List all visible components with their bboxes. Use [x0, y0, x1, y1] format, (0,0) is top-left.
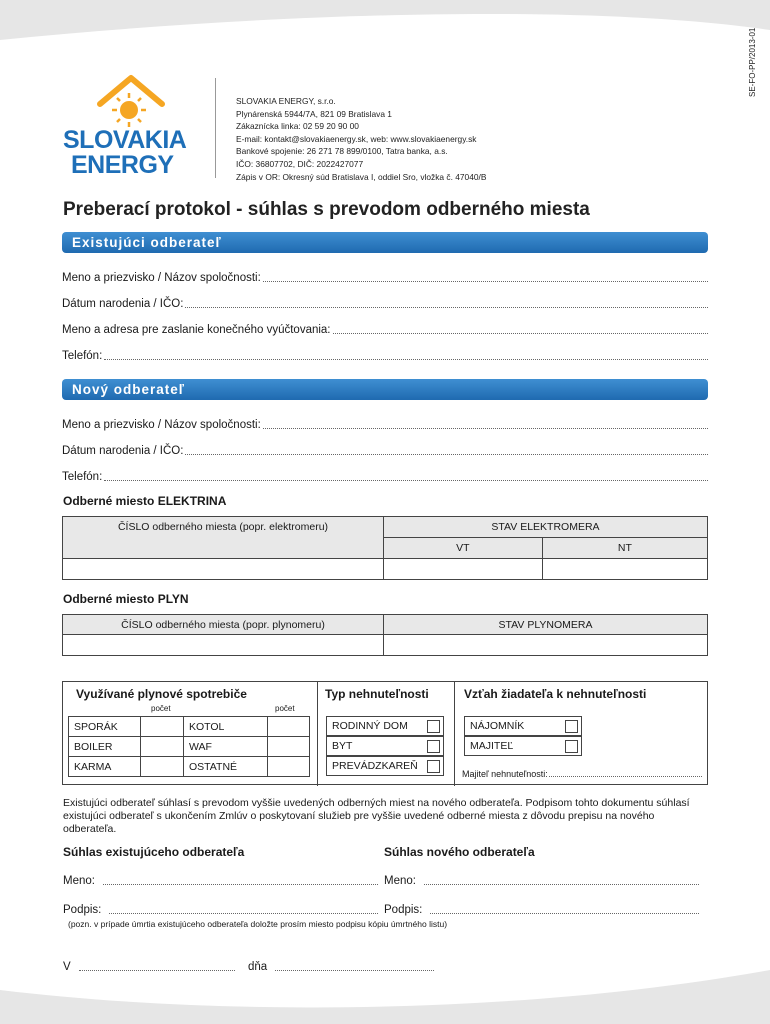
- electricity-table: [62, 516, 708, 580]
- place-label: V: [63, 961, 71, 973]
- new-customer-header: Nový odberateľ: [62, 379, 708, 400]
- appliances-property-box: [62, 681, 708, 785]
- count-label: počet: [151, 704, 171, 713]
- date-line[interactable]: [248, 959, 434, 973]
- relation-option-owner[interactable]: [464, 736, 582, 756]
- new-birth-field[interactable]: [62, 443, 708, 457]
- appliance-count-input[interactable]: [268, 737, 310, 757]
- electricity-nt-header: NT: [542, 538, 707, 559]
- checkbox[interactable]: [565, 740, 578, 753]
- gas-number-header: ČÍSLO odberného miesta (popr. plynomeru): [63, 615, 384, 635]
- field-label: Dátum narodenia / IČO:: [62, 445, 184, 457]
- field-label: Dátum narodenia / IČO:: [62, 298, 184, 310]
- field-label: Telefón:: [62, 350, 103, 362]
- option-label: PREVÁDZKAREŇ: [332, 760, 418, 772]
- date-label: dňa: [248, 961, 268, 973]
- property-type-header: Typ nehnuteľnosti: [325, 687, 429, 701]
- property-option-business[interactable]: [326, 756, 444, 776]
- new-signature-header: Súhlas nového odberateľa: [384, 845, 535, 859]
- existing-customer-header: Existujúci odberateľ: [62, 232, 708, 253]
- gas-title: Odberné miesto PLYN: [63, 592, 189, 606]
- electricity-nt-cell[interactable]: [542, 559, 707, 580]
- sig-label: Podpis:: [384, 904, 423, 916]
- gas-state-header: STAV PLYNOMERA: [384, 615, 708, 635]
- checkbox[interactable]: [427, 760, 440, 773]
- gas-number-cell[interactable]: [63, 635, 384, 656]
- appliance-label: KARMA: [69, 757, 141, 777]
- existing-name-line[interactable]: [63, 873, 378, 887]
- appliances-table: [68, 716, 310, 777]
- appliance-count-input[interactable]: [268, 717, 310, 737]
- owner-label: Majiteľ nehnuteľnosti:: [462, 769, 548, 779]
- logo-text-energy: ENERGY: [71, 151, 174, 179]
- appliance-count-input[interactable]: [268, 757, 310, 777]
- sig-label: Podpis:: [63, 904, 102, 916]
- company-line: Plynárenská 5944/7A, 821 09 Bratislava 1: [236, 108, 392, 119]
- company-line: Zápis v OR: Okresný súd Bratislava I, oddiel Sro, vložka č. 47040/B: [236, 171, 487, 182]
- company-info: [236, 95, 486, 183]
- death-note: (pozn. v prípade úmrtia existujúceho odberateľa doložte prosím miesto podpisu kópiu úmrtného listu): [68, 919, 448, 929]
- field-label: Meno a priezvisko / Názov spoločnosti:: [62, 419, 261, 431]
- appliance-label: SPORÁK: [69, 717, 141, 737]
- electricity-state-header: STAV ELEKTROMERA: [384, 517, 708, 538]
- existing-address-field[interactable]: [62, 322, 708, 336]
- field-label: Meno a priezvisko / Názov spoločnosti:: [62, 272, 261, 284]
- existing-sign-line[interactable]: [63, 902, 378, 916]
- new-sign-line[interactable]: [384, 902, 699, 916]
- appliance-count-input[interactable]: [141, 737, 184, 757]
- appliance-count-input[interactable]: [141, 717, 184, 737]
- existing-signature-header: Súhlas existujúceho odberateľa: [63, 845, 245, 859]
- company-line: Zákaznícka linka: 02 59 20 90 00: [236, 121, 359, 132]
- existing-birth-field[interactable]: [62, 296, 708, 310]
- consent-text: Existujúci odberateľ súhlasí s prevodom vyššie uvedených odberných miest na nového odberateľa. Podpisom tohto dokumentu súhlasí existujúci odberateľ s ukončením Zmlúv o poskytovaní služieb pre vyššie uvedené odberné miesta z dôvodu prepisu na nového odberateľa.: [63, 797, 690, 835]
- sig-label: Meno:: [63, 875, 95, 887]
- electricity-number-cell[interactable]: [63, 559, 384, 580]
- box-divider: [317, 682, 318, 786]
- company-line: SLOVAKIA ENERGY, s.r.o.: [236, 96, 336, 106]
- owner-field[interactable]: [462, 768, 702, 779]
- count-label: počet: [275, 704, 295, 713]
- appliance-label: KOTOL: [184, 717, 268, 737]
- appliance-count-input[interactable]: [141, 757, 184, 777]
- option-label: BYT: [332, 740, 353, 752]
- electricity-vt-header: VT: [384, 538, 543, 559]
- relation-option-tenant[interactable]: [464, 716, 582, 736]
- place-line[interactable]: [63, 959, 235, 973]
- new-phone-field[interactable]: [62, 469, 708, 483]
- relation-header: Vzťah žiadateľa k nehnuteľnosti: [464, 687, 647, 701]
- property-option-house[interactable]: [326, 716, 444, 736]
- box-divider: [454, 682, 455, 786]
- electricity-vt-cell[interactable]: [384, 559, 543, 580]
- gas-table: [62, 614, 708, 656]
- appliance-label: BOILER: [69, 737, 141, 757]
- company-line: E-mail: kontakt@slovakiaenergy.sk, web: www.slovakiaenergy.sk: [236, 133, 477, 144]
- property-option-flat[interactable]: [326, 736, 444, 756]
- existing-phone-field[interactable]: [62, 348, 708, 362]
- option-label: NÁJOMNÍK: [470, 720, 525, 732]
- appliance-label: OSTATNÉ: [184, 757, 268, 777]
- company-line: IČO: 36807702, DIČ: 2022427077: [236, 158, 364, 169]
- checkbox[interactable]: [427, 720, 440, 733]
- new-name-field[interactable]: [62, 417, 708, 431]
- existing-name-field[interactable]: [62, 270, 708, 284]
- header-divider: [215, 78, 216, 178]
- option-label: MAJITEĽ: [470, 740, 514, 752]
- option-label: RODINNÝ DOM: [332, 720, 408, 732]
- field-label: Telefón:: [62, 471, 103, 483]
- appliances-header: Využívané plynové spotrebiče: [76, 687, 247, 701]
- checkbox[interactable]: [565, 720, 578, 733]
- field-label: Meno a adresa pre zaslanie konečného vyúčtovania:: [62, 324, 331, 336]
- sun-house-logo-icon: [95, 72, 165, 130]
- document-id: SE-FO-PP/2013-01: [748, 28, 757, 98]
- new-name-line[interactable]: [384, 873, 699, 887]
- electricity-title: Odberné miesto ELEKTRINA: [63, 494, 227, 508]
- electricity-number-header: ČÍSLO odberného miesta (popr. elektromeru): [63, 517, 384, 559]
- page-title: Preberací protokol - súhlas s prevodom odberného miesta: [63, 199, 590, 220]
- company-line: Bankové spojenie: 26 271 78 899/0100, Tatra banka, a.s.: [236, 146, 448, 157]
- sig-label: Meno:: [384, 875, 416, 887]
- logo-text-slovakia: SLOVAKIA: [63, 126, 187, 154]
- checkbox[interactable]: [427, 740, 440, 753]
- gas-state-cell[interactable]: [384, 635, 708, 656]
- appliance-label: WAF: [184, 737, 268, 757]
